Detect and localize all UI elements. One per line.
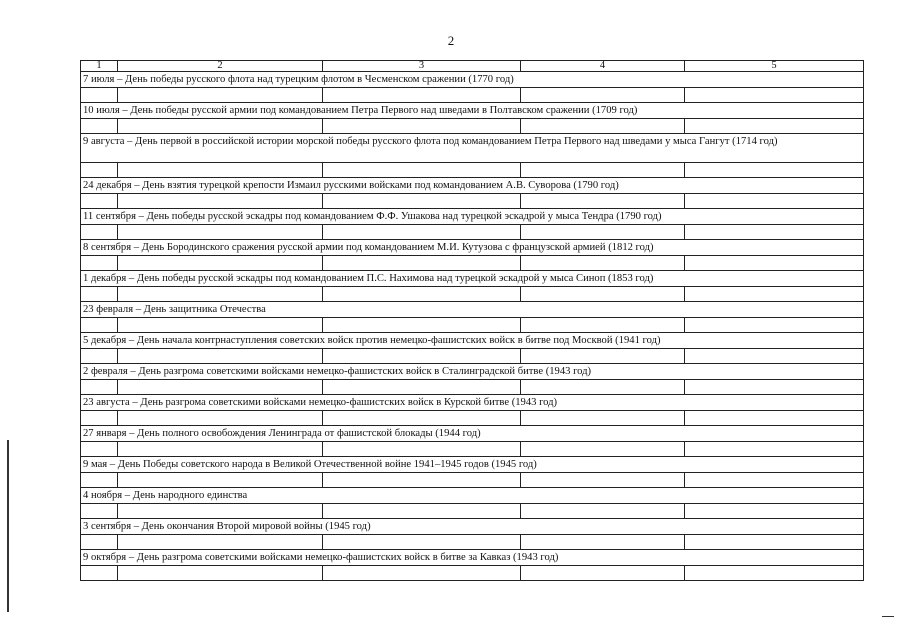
table-row — [81, 566, 864, 581]
table-row — [81, 240, 864, 256]
table-cell — [81, 442, 118, 457]
entry-title: 4 ноября – День народного единства — [81, 488, 864, 504]
table-row — [81, 364, 864, 380]
table-cell — [118, 287, 323, 302]
table-cell — [323, 566, 521, 581]
table-cell — [323, 411, 521, 426]
table-cell — [81, 318, 118, 333]
table-cell — [685, 473, 864, 488]
entry-title: 7 июля – День победы русского флота над турецким флотом в Чесменском сражении (1770 год) — [81, 72, 864, 88]
table-cell — [323, 318, 521, 333]
table-row — [81, 349, 864, 364]
table-cell — [81, 566, 118, 581]
table-cell — [521, 194, 685, 209]
entry-title: 10 июля – День победы русской армии под командованием Петра Первого над шведами в Полтавском сражении (1709 год) — [81, 103, 864, 119]
table-cell — [323, 287, 521, 302]
table-cell — [118, 442, 323, 457]
table-cell — [323, 380, 521, 395]
table-cell — [521, 225, 685, 240]
table-cell — [685, 349, 864, 364]
table-row — [81, 519, 864, 535]
table-row — [81, 457, 864, 473]
table-cell — [685, 442, 864, 457]
table-cell — [118, 535, 323, 550]
table-row — [81, 163, 864, 178]
table-cell — [521, 411, 685, 426]
entry-title: 23 августа – День разгрома советскими войсками немецко-фашистских войск в Курской битве (1943 год) — [81, 395, 864, 411]
table-cell — [685, 119, 864, 134]
table-cell — [685, 411, 864, 426]
table-row — [81, 194, 864, 209]
entry-title: 3 сентября – День окончания Второй мировой войны (1945 год) — [81, 519, 864, 535]
table-row — [81, 504, 864, 519]
table-cell — [685, 256, 864, 271]
table-row — [81, 473, 864, 488]
table-row — [81, 103, 864, 119]
table-cell — [685, 88, 864, 103]
page-number: 2 — [447, 33, 455, 48]
table-row — [81, 411, 864, 426]
table-row — [81, 72, 864, 88]
table-cell — [521, 256, 685, 271]
table-row — [81, 488, 864, 504]
table-cell — [521, 442, 685, 457]
entry-title: 5 декабря – День начала контрнаступления советских войск против немецко-фашистских войск в битве под Москвой (1941 год) — [81, 333, 864, 349]
entry-title: 1 декабря – День победы русской эскадры под командованием П.С. Нахимова над турецкой эскадрой у мыса Синоп (1853 год) — [81, 271, 864, 287]
table-cell — [81, 411, 118, 426]
entry-title: 27 января – День полного освобождения Ленинграда от фашистской блокады (1944 год) — [81, 426, 864, 442]
entry-title: 9 мая – День Победы советского народа в Великой Отечественной войне 1941–1945 годов (1945 год) — [81, 457, 864, 473]
table-cell — [81, 88, 118, 103]
table-row — [81, 88, 864, 103]
table-cell — [521, 318, 685, 333]
table-row — [81, 134, 864, 163]
column-header: 3 — [323, 61, 521, 72]
table-cell — [521, 163, 685, 178]
table-cell — [323, 473, 521, 488]
entry-title: 23 февраля – День защитника Отечества — [81, 302, 864, 318]
table-cell — [323, 194, 521, 209]
table-cell — [81, 194, 118, 209]
table-cell — [323, 349, 521, 364]
column-header: 1 — [81, 61, 118, 72]
table-row — [81, 225, 864, 240]
table-cell — [685, 566, 864, 581]
table-row — [81, 318, 864, 333]
table-cell — [323, 504, 521, 519]
table-cell — [81, 535, 118, 550]
commemoration-table — [80, 60, 864, 581]
column-header: 2 — [118, 61, 323, 72]
table-cell — [118, 349, 323, 364]
column-header: 5 — [685, 61, 864, 72]
entry-title: 8 сентября – День Бородинского сражения русской армии под командованием М.И. Кутузова с французской армией (1812 год) — [81, 240, 864, 256]
table-cell — [685, 380, 864, 395]
table-cell — [118, 473, 323, 488]
table-cell — [118, 566, 323, 581]
table-cell — [81, 119, 118, 134]
table-cell — [323, 256, 521, 271]
table-row — [81, 178, 864, 194]
table-cell — [118, 380, 323, 395]
table-row — [81, 426, 864, 442]
table-cell — [118, 411, 323, 426]
corner-mark — [882, 616, 894, 617]
entry-title: 9 августа – День первой в российской истории морской победы русского флота под командованием Петра Первого над шведами у мыса Гангут (1714 год) — [81, 134, 864, 163]
table-cell — [81, 163, 118, 178]
column-header-row — [81, 61, 864, 72]
table-cell — [81, 225, 118, 240]
table-cell — [521, 88, 685, 103]
table-cell — [323, 88, 521, 103]
table-cell — [81, 473, 118, 488]
table-cell — [685, 194, 864, 209]
binding-edge-line — [7, 440, 9, 612]
table-cell — [685, 287, 864, 302]
table-row — [81, 209, 864, 225]
table-row — [81, 119, 864, 134]
table-cell — [323, 535, 521, 550]
table-cell — [118, 504, 323, 519]
table-cell — [118, 119, 323, 134]
table-cell — [685, 504, 864, 519]
table-cell — [81, 349, 118, 364]
table-cell — [521, 380, 685, 395]
table-cell — [323, 163, 521, 178]
table-cell — [521, 473, 685, 488]
table-cell — [118, 194, 323, 209]
table-row — [81, 256, 864, 271]
table-cell — [685, 535, 864, 550]
table-cell — [323, 442, 521, 457]
table-row — [81, 271, 864, 287]
table-cell — [81, 380, 118, 395]
table-row — [81, 442, 864, 457]
table-cell — [521, 349, 685, 364]
entry-title: 24 декабря – День взятия турецкой крепости Измаил русскими войсками под командованием А.В. Суворова (1790 год) — [81, 178, 864, 194]
table-cell — [81, 256, 118, 271]
entry-title: 9 октября – День разгрома советскими войсками немецко-фашистских войск в битве за Кавказ (1943 год) — [81, 550, 864, 566]
table-cell — [323, 119, 521, 134]
table-cell — [118, 88, 323, 103]
table-body — [81, 61, 864, 581]
table-row — [81, 287, 864, 302]
table-cell — [81, 504, 118, 519]
table-cell — [685, 225, 864, 240]
table-row — [81, 380, 864, 395]
table-cell — [685, 163, 864, 178]
table-row — [81, 333, 864, 349]
table-cell — [81, 287, 118, 302]
table-row — [81, 550, 864, 566]
table-cell — [323, 225, 521, 240]
table-cell — [118, 318, 323, 333]
table-row — [81, 395, 864, 411]
table-cell — [118, 225, 323, 240]
entry-title: 11 сентября – День победы русской эскадры под командованием Ф.Ф. Ушакова над турецкой эскадрой у мыса Тендра (1790 год) — [81, 209, 864, 225]
table-cell — [521, 504, 685, 519]
table-cell — [521, 566, 685, 581]
table-cell — [118, 256, 323, 271]
table-cell — [118, 163, 323, 178]
table-cell — [685, 318, 864, 333]
column-header: 4 — [521, 61, 685, 72]
table-row — [81, 535, 864, 550]
entry-title: 2 февраля – День разгрома советскими войсками немецко-фашистских войск в Сталинградской битве (1943 год) — [81, 364, 864, 380]
table-cell — [521, 119, 685, 134]
table-cell — [521, 535, 685, 550]
table-cell — [521, 287, 685, 302]
table-row — [81, 302, 864, 318]
